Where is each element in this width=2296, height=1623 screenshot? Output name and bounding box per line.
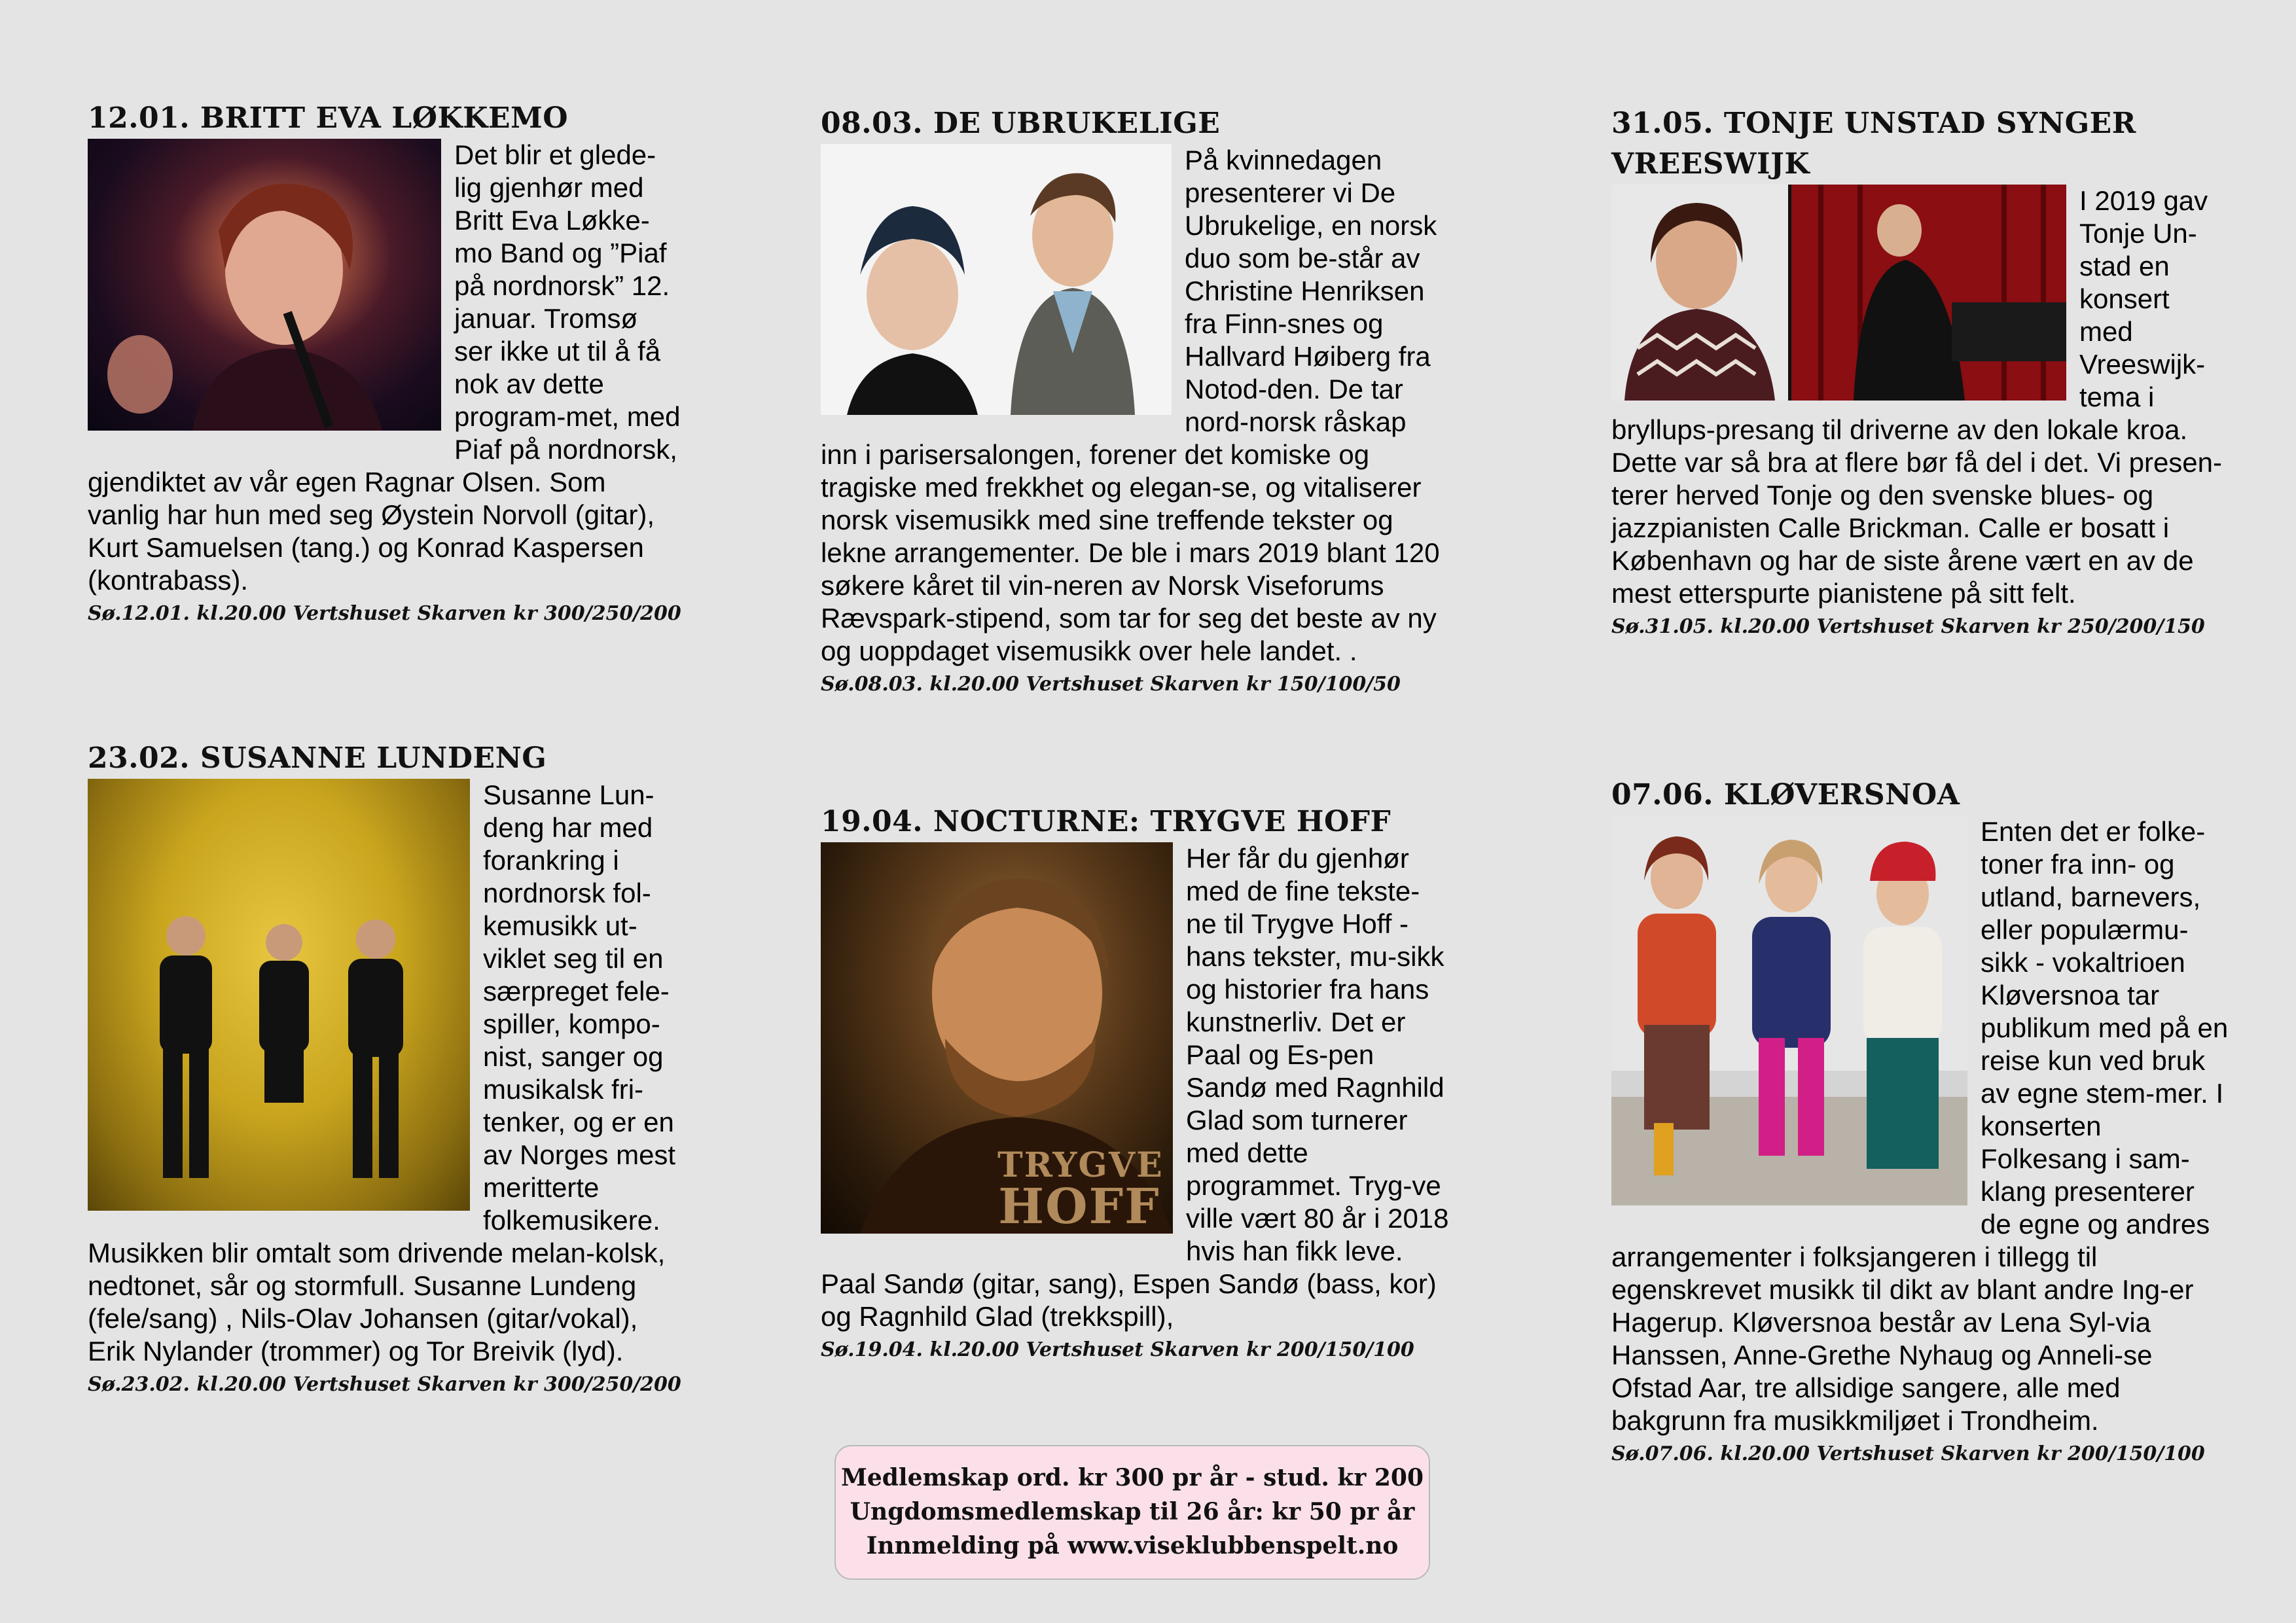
membership-box: [834, 1445, 1430, 1580]
event-details: Sø.07.06. kl.20.00 Vertshuset Skarven kr 200/150/100: [1611, 1442, 2205, 1465]
de-ubrukelige-photo: [821, 144, 1172, 415]
event-trygve-hoff: [821, 802, 1449, 1363]
event-tonje-unstad: [1611, 103, 2229, 640]
event-susanne-lundeng: [88, 738, 681, 1398]
event-title: 23.02. SUSANNE LUNDENG: [88, 741, 547, 775]
trio-singers-illustration: [1611, 815, 1967, 1205]
britt-eva-photo: [88, 139, 441, 431]
event-title: 31.05. TONJE UNSTAD SYNGER VREESWIJK: [1611, 107, 2136, 181]
event-title: 07.06. KLØVERSNOA: [1611, 778, 1960, 812]
event-description: Enten det er folke-toner fra inn- og utland, barnevers, eller populærmu-sikk - vokaltrioen Kløversnoa tar publikum med på en reise kun ved bruk av egne stem-mer. I konserten Folkesang i sam-klang presenterer de egne og andres arrangementer i folksjangeren i tillegg til egenskrevet musikk til dikt av blant andre Ing-er Hagerup. Kløversnoa består av Lena Syl-via Hanssen, Anne-Grethe Nyhaug og Anneli-se Ofstad Aar, tre allsidige sangere, alle med bakgrunn fra musikkmiljøet i Trondheim.: [1611, 816, 2229, 1436]
album-title-line2: HOFF: [998, 1179, 1160, 1234]
trio-illustration: [88, 779, 470, 1211]
event-description: Det blir et glede-lig gjenhør med Britt Eva Løkke-mo Band og ”Piaf på nordnorsk” 12. januar. Tromsø ser ikke ut til å få nok av dette program-met, med Piaf på nordnorsk, gjendiktet av vår egen Ragnar Olsen. Som vanlig har hun med seg Øystein Norvoll (gitar), Kurt Samuelsen (tang.) og Konrad Kaspersen (kontrabass).: [88, 139, 681, 596]
event-description: Susanne Lun-deng har med forankring i nordnorsk fol-kemusikk ut-viklet seg til en særpreget fele-spiller, kompo-nist, sanger og musikalsk fri-tenker, og er en av Norges mest meritterte folkemusikere. Musikken blir omtalt som drivende melan-kolsk, nedtonet, sår og stormfull. Susanne Lundeng (fele/sang) , Nils-Olav Johansen (gitar/vokal), Erik Nylander (trommer) og Tor Breivik (lyd).: [88, 779, 676, 1366]
singer-illustration: [88, 139, 441, 431]
duo-illustration: [821, 144, 1172, 415]
event-details: Sø.08.03. kl.20.00 Vertshuset Skarven kr 150/100/50: [821, 673, 1401, 696]
youth-membership-line: Ungdomsmedlemskap til 26 år: kr 50 pr år: [850, 1498, 1415, 1525]
event-title: 12.01. BRITT EVA LØKKEMO: [88, 101, 569, 135]
signup-line[interactable]: Innmelding på www.viseklubbenspelt.no: [866, 1532, 1399, 1560]
duo-performers-illustration: [1611, 185, 2066, 401]
kloversnoa-photo: [1611, 815, 1967, 1205]
event-description: I 2019 gav Tonje Un-stad en konsert med Vreeswijk-tema i bryllups-presang til driverne av den lokale kroa. Dette var så bra at flere bør få del i det. Vi presen-terer herved Tonje og den svenske blues- og jazzpianisten Calle Brickman. Calle er bosatt i København og har de siste årene vært en av de mest etterspurte pianistene på sitt felt.: [1611, 185, 2223, 609]
event-title: 08.03. DE UBRUKELIGE: [821, 107, 1221, 140]
event-kloversnoa: [1611, 775, 2229, 1467]
event-de-ubrukelige: [821, 103, 1449, 698]
album-title-line1: TRYGVE: [997, 1145, 1164, 1185]
tonje-unstad-photo: [1611, 185, 2066, 401]
susanne-lundeng-photo: [88, 779, 470, 1211]
event-title: 19.04. NOCTURNE: TRYGVE HOFF: [821, 805, 1391, 838]
event-britt-eva-lokkemo: [88, 98, 681, 627]
event-details: Sø.23.02. kl.20.00 Vertshuset Skarven kr 300/250/200: [88, 1373, 681, 1396]
membership-price-line: Medlemskap ord. kr 300 pr år - stud. kr 200: [840, 1464, 1424, 1491]
event-details: Sø.19.04. kl.20.00 Vertshuset Skarven kr 200/150/100: [821, 1338, 1414, 1361]
event-description: Her får du gjenhør med de fine tekste-ne til Trygve Hoff - hans tekster, mu-sikk og historier fra hans kunstnerliv. Det er Paal og Es-pen Sandø med Ragnhild Glad som turnerer med dette programmet. Tryg-ve ville vært 80 år i 2018 hvis han fikk leve. Paal Sandø (gitar, sang), Espen Sandø (bass, kor) og Ragnhild Glad (trekkspill),: [821, 843, 1449, 1332]
trygve-hoff-photo: [821, 842, 1173, 1234]
event-details: Sø.12.01. kl.20.00 Vertshuset Skarven kr 300/250/200: [88, 602, 681, 625]
event-description: På kvinnedagen presenterer vi De Ubrukelige, en norsk duo som be-står av Christine Henriksen fra Finn-snes og Hallvard Høiberg fra Notod-den. De tar nord-norsk råskap inn i parisersalongen, forener det komiske og tragiske med frekkhet og elegan-se, og vitaliserer norsk visemusikk med sine treffende tekster og lekne arrangementer. De ble i mars 2019 blant 120 søkere kåret til vin-neren av Norsk Viseforums Rævspark-stipend, som tar for seg det beste av ny og uoppdaget visemusikk over hele landet. .: [821, 145, 1440, 666]
event-details: Sø.31.05. kl.20.00 Vertshuset Skarven kr 250/200/150: [1611, 615, 2205, 638]
